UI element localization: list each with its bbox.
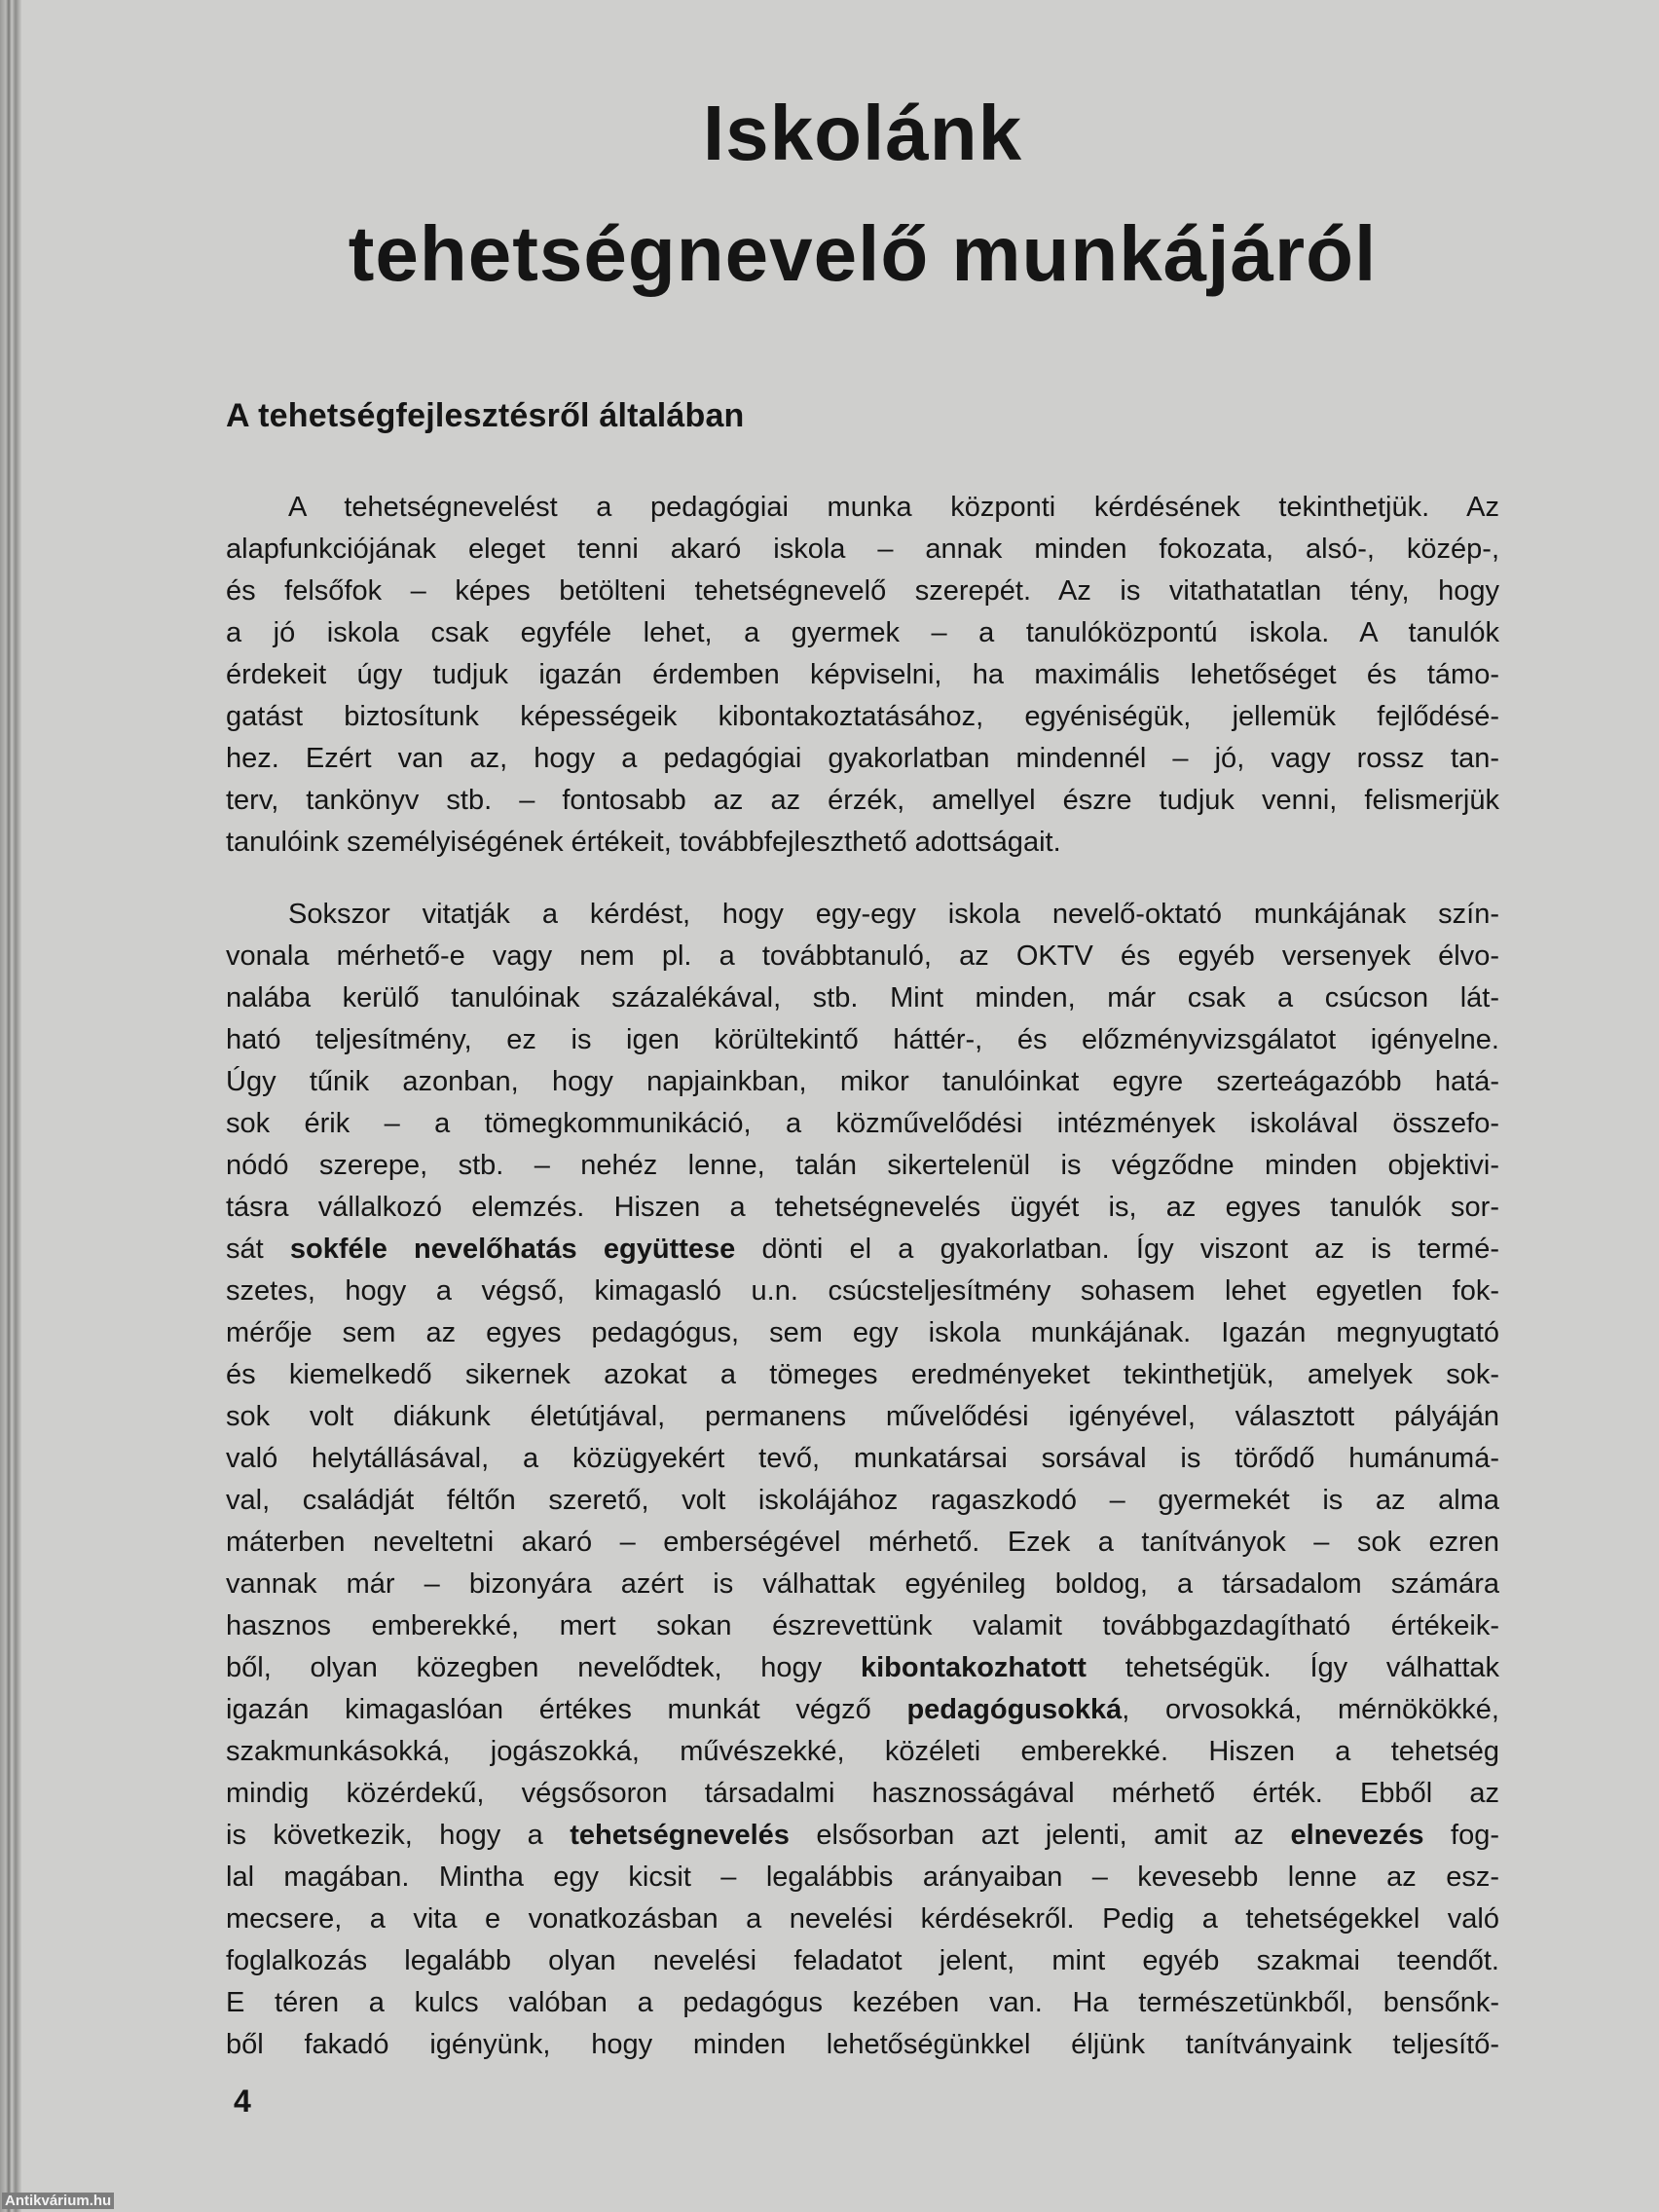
text-segment: nódó szerepe, stb. – nehéz lenne, talán sikertelenül is végződne minden objektivi- [226,1150,1499,1181]
watermark-logo: Antikvárium.hu [2,2193,114,2209]
page-number: 4 [234,2083,251,2119]
page-title [226,73,1499,314]
text-segment: gatást biztosítunk képességeik kibontakoztatásához, egyéniségük, jellemük fejlődésé- [226,701,1499,732]
section-heading: A tehetségfejlesztésről általában [226,397,745,434]
text-line [226,1271,1499,1312]
text-line [226,612,1499,654]
text-line [226,696,1499,738]
bold-phrase: sokféle nevelőhatás együttese [289,1234,736,1265]
bold-phrase: tehetségnevelés [570,1820,790,1851]
text-line [226,1731,1499,1773]
text-segment: vannak már – bizonyára azért is válhattak egyénileg boldog, a társadalom számára [226,1568,1499,1600]
text-line [226,780,1499,822]
text-segment: , orvosokká, mérnökökké, [1122,1694,1499,1725]
bold-phrase: kibontakozhatott [860,1652,1087,1683]
text-line [226,487,1499,529]
text-line [226,529,1499,571]
text-line [226,1689,1499,1731]
text-line [226,1312,1499,1354]
text-segment: szakmunkásokká, jogászokká, művészekké, közéleti emberekké. Hiszen a tehetség [226,1736,1499,1767]
text-line [226,1019,1499,1061]
text-segment: vonala mérhető-e vagy nem pl. a továbbtanuló, az OKTV és egyéb versenyek élvo- [226,940,1499,972]
title-line-2: tehetségnevelő munkájáról [348,210,1378,297]
text-segment: ből fakadó igényünk, hogy minden lehetőségünkkel éljünk tanítványaink teljesítő- [226,2029,1499,2060]
text-line [226,1899,1499,1940]
text-segment: lal magában. Mintha egy kicsit – legalábbis arányaiban – kevesebb lenne az esz- [226,1862,1499,1893]
text-segment: és felsőfok – képes betölteni tehetségnevelő szerepét. Az is vitathatatlan tény, hogy [226,575,1499,607]
text-line [226,1061,1499,1103]
text-segment: alapfunkciójának eleget tenni akaró iskola – annak minden fokozata, alsó-, közép-, [226,534,1499,565]
text-line [226,1396,1499,1438]
text-segment: mindig közérdekű, végsősoron társadalmi hasznosságával mérhető érték. Ebből az [226,1778,1499,1809]
text-line [226,1438,1499,1480]
text-segment: elsősorban azt jelenti, amit az [789,1820,1291,1851]
text-line [226,1145,1499,1187]
text-segment: hez. Ezért van az, hogy a pedagógiai gyakorlatban mindennél – jó, vagy rossz tan- [226,743,1499,774]
text-segment: tásra vállalkozó elemzés. Hiszen a tehetségnevelés ügyét is, az egyes tanulók sor- [226,1192,1499,1223]
text-segment: Sokszor vitatják a kérdést, hogy egy-egy iskola nevelő-oktató munkájának szín- [288,899,1499,930]
text-line [226,1857,1499,1899]
text-segment: hasznos emberekké, mert sokan észrevettünk valamit továbbgazdagítható értékeik- [226,1610,1499,1641]
text-segment: és kiemelkedő sikernek azokat a tömeges eredményeket tekinthetjük, amelyek sok- [226,1359,1499,1390]
text-segment: terv, tankönyv stb. – fontosabb az az érzék, amellyel észre tudjuk venni, felismerjük [226,785,1499,816]
text-segment: máterben neveltetni akaró – emberségével mérhető. Ezek a tanítványok – sok ezren [226,1527,1499,1558]
text-line [226,936,1499,977]
text-line [226,1605,1499,1647]
text-segment: fog- [1423,1820,1499,1851]
text-line [226,738,1499,780]
text-segment: nalába kerülő tanulóinak százalékával, stb. Mint minden, már csak a csúcson lát- [226,982,1499,1014]
text-segment: a jó iskola csak egyféle lehet, a gyermek – a tanulóközpontú iskola. A tanulók [226,617,1499,648]
text-line [226,1354,1499,1396]
text-segment: mecsere, a vita e vonatkozásban a nevelési kérdésekről. Pedig a tehetségekkel való [226,1903,1499,1935]
text-segment: ből, olyan közegben nevelődtek, hogy [226,1652,861,1683]
text-line [226,2024,1499,2066]
text-line [226,1480,1499,1522]
text-line [226,822,1499,864]
text-segment: tehetségük. Így válhattak [1086,1652,1500,1683]
text-segment: mérője sem az egyes pedagógus, sem egy iskola munkájának. Igazán megnyugtató [226,1317,1499,1348]
text-line [226,571,1499,612]
text-segment: érdekeit úgy tudjuk igazán érdemben képviselni, ha maximális lehetőséget és támo- [226,659,1499,690]
text-line [226,1815,1499,1857]
text-line [226,654,1499,696]
text-line [226,1940,1499,1982]
text-line [226,1187,1499,1229]
text-line [226,1564,1499,1605]
text-segment: tanulóink személyiségének értékeit, továbbfejleszthető adottságait. [226,827,1061,858]
text-segment: ható teljesítmény, ez is igen körültekintő háttér-, és előzményvizsgálatot igényelne. [226,1024,1499,1055]
text-segment: E téren a kulcs valóban a pedagógus kezében van. Ha természetünkből, bensőnk- [226,1987,1499,2018]
text-line [226,1647,1499,1689]
text-line [226,1103,1499,1145]
bold-phrase: elnevezés [1290,1820,1424,1851]
text-segment: dönti el a gyakorlatban. Így viszont az is termé- [735,1234,1500,1265]
book-binding-edge [0,0,21,2212]
text-segment: való helytállásával, a közügyekért tevő, munkatársai sorsával is törődő humánumá- [226,1443,1499,1474]
text-line [226,894,1499,936]
text-segment: sok volt diákunk életútjával, permanens művelődési igényével, választott pályáján [226,1401,1499,1432]
text-line [226,1229,1499,1271]
text-segment: sát [226,1234,290,1265]
text-segment: szetes, hogy a végső, kimagasló u.n. csúcsteljesítmény sohasem lehet egyetlen fok- [226,1275,1499,1307]
paragraph-1 [226,487,1499,864]
text-segment: igazán kimagaslóan értékes munkát végző [226,1694,907,1725]
text-segment: sok érik – a tömegkommunikáció, a közművelődési intézmények iskolával összefo- [226,1108,1499,1139]
text-segment: is következik, hogy a [226,1820,571,1851]
text-line [226,1773,1499,1815]
bold-phrase: pedagógusokká [906,1694,1123,1725]
text-segment: Úgy tűnik azonban, hogy napjainkban, mikor tanulóinkat egyre szerteágazóbb hatá- [226,1066,1499,1097]
text-line [226,1982,1499,2024]
text-line [226,1522,1499,1564]
text-segment: foglalkozás legalább olyan nevelési feladatot jelent, mint egyéb szakmai teendőt. [226,1945,1499,1976]
text-line [226,977,1499,1019]
text-segment: val, családját féltőn szerető, volt iskolájához ragaszkodó – gyermekét is az alma [226,1485,1499,1516]
title-line-1: Iskolánk [702,90,1023,176]
text-segment: A tehetségnevelést a pedagógiai munka központi kérdésének tekinthetjük. Az [288,492,1499,523]
paragraph-2 [226,894,1499,2066]
